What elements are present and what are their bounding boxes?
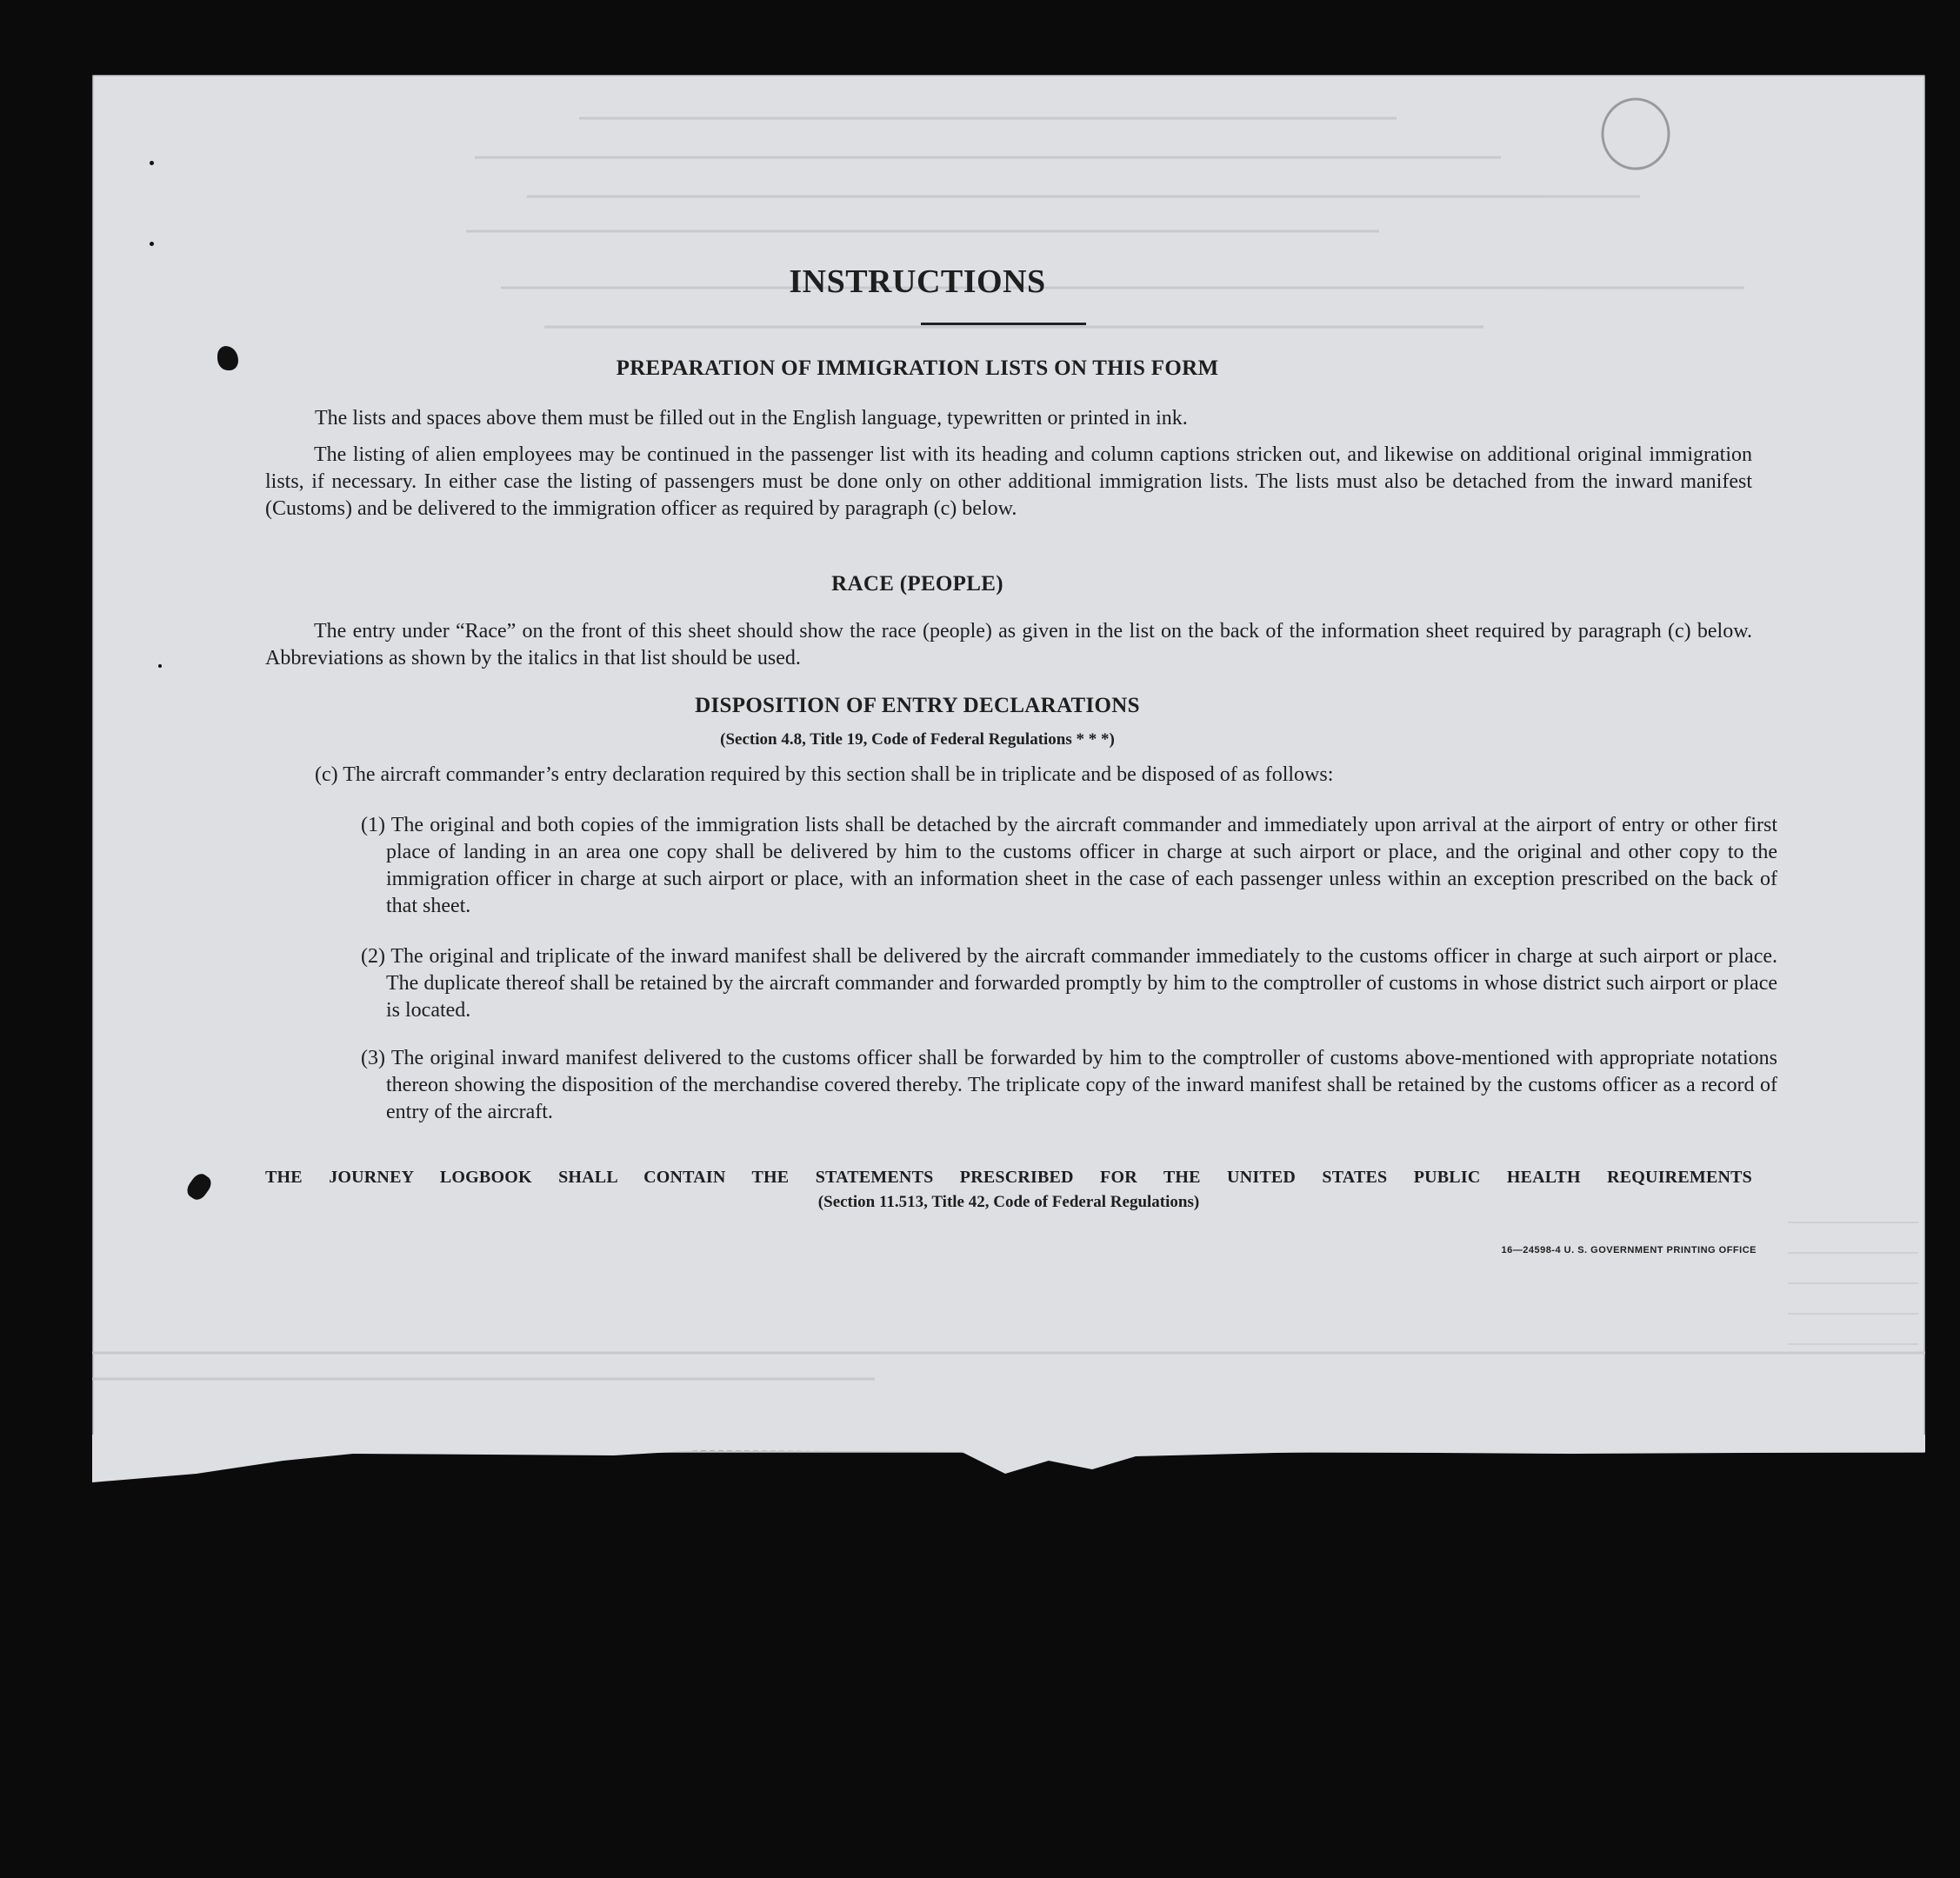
speck-mark bbox=[158, 664, 162, 668]
preparation-paragraph-2: The listing of alien employees may be continued in the passenger list with its heading and column captions stricken out, and likewise on additional original immigration lists, if necessary. In either case the listing of passengers must be done only on other additional immigration lists. The lists must also be detached from the inward manifest (Customs) and be delivered to the immigration officer as required by paragraph (c) below. bbox=[265, 443, 1752, 520]
heading-race: RACE (PEOPLE) bbox=[831, 572, 1003, 596]
race-paragraph: The entry under “Race” on the front of this sheet should show the race (people) as given in the list on the back of the information sheet required by paragraph (c) below. Abbreviations as shown by the italics in that list should be used. bbox=[265, 620, 1752, 669]
disposition-citation: (Section 4.8, Title 19, Code of Federal Regulations * * *) bbox=[720, 730, 1115, 749]
printing-office-mark: 16—24598-4 U. S. GOVERNMENT PRINTING OFFICE bbox=[1501, 1245, 1757, 1255]
title-underline bbox=[921, 323, 1086, 325]
heading-preparation: PREPARATION OF IMMIGRATION LISTS ON THIS FORM bbox=[616, 356, 1219, 380]
torn-edge bbox=[92, 1435, 1925, 1487]
journey-logbook-statement: THE JOURNEY LOGBOOK SHALL CONTAIN THE STATEMENTS PRESCRIBED FOR THE UNITED STATES PUBLIC HEALTH REQUIREMENTS bbox=[265, 1168, 1752, 1187]
disposition-item-1: (1) The original and both copies of the immigration lists shall be detached by the aircraft commander and immediately upon arrival at the airport of entry or other first place of landing in an area one copy shall be delivered by him to the customs officer in charge at such airport or place, and the original and other copy to the immigration officer in charge at such airport or place, with an information sheet in the case of each passenger unless within an exception prescribed on the back of that sheet. bbox=[361, 814, 1777, 917]
disposition-item-3: (3) The original inward manifest delivered to the customs officer shall be forwarded by him to the comptroller of customs above-mentioned with appropriate notations thereon showing the disposition of the merchandise covered thereby. The triplicate copy of the inward manifest shall be retained by the customs officer as a record of entry of the aircraft. bbox=[361, 1047, 1777, 1123]
page-title: INSTRUCTIONS bbox=[789, 263, 1046, 300]
speck-mark bbox=[150, 242, 154, 246]
journey-logbook-citation: (Section 11.513, Title 42, Code of Federal Regulations) bbox=[817, 1193, 1200, 1211]
speck-mark bbox=[150, 161, 154, 165]
preparation-paragraph-1: The lists and spaces above them must be filled out in the English language, typewritten or printed in ink. bbox=[315, 407, 1188, 430]
disposition-intro: (c) The aircraft commander’s entry declaration required by this section shall be in triplicate and be disposed of as follows: bbox=[315, 763, 1334, 786]
disposition-item-2: (2) The original and triplicate of the inward manifest shall be delivered by the aircraft commander immediately to the customs officer in charge at such airport or place. The duplicate thereof shall be retained by the aircraft commander and forwarded promptly by him to the comptroller of customs in whose district such airport or place is located. bbox=[361, 945, 1777, 1022]
heading-disposition: DISPOSITION OF ENTRY DECLARATIONS bbox=[695, 694, 1140, 717]
